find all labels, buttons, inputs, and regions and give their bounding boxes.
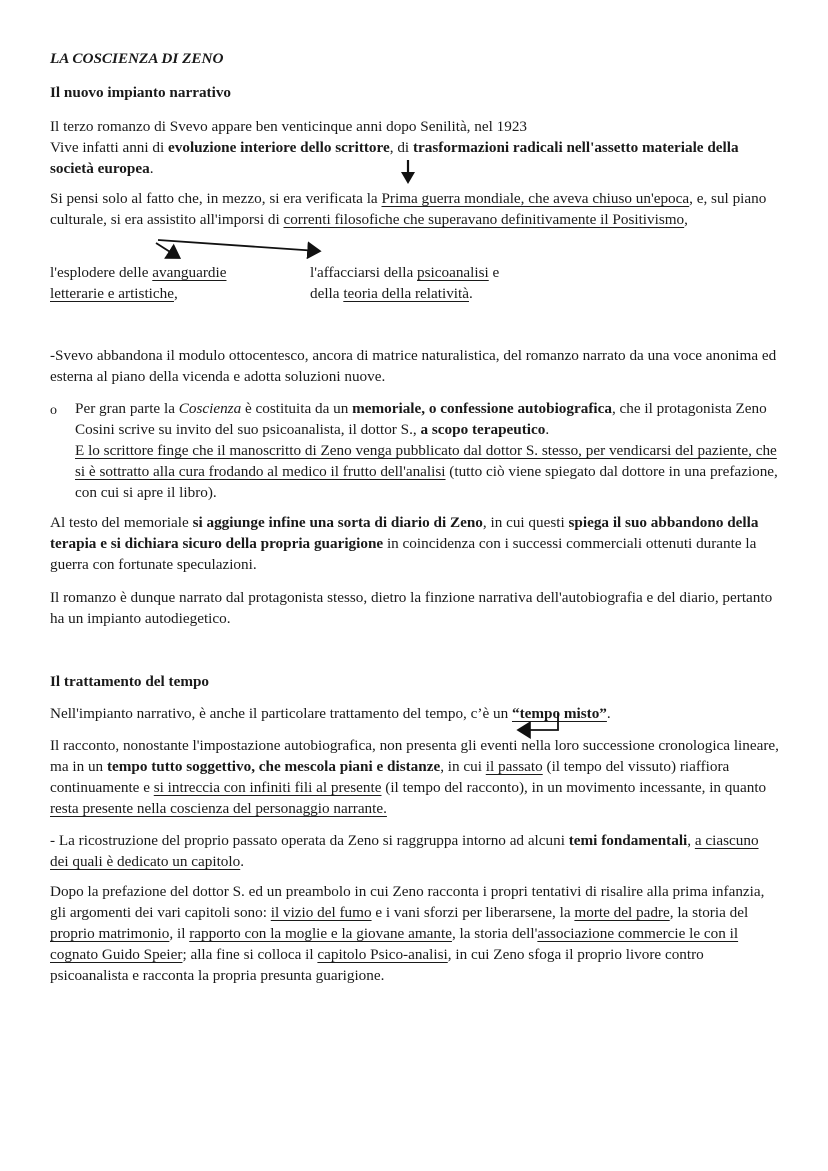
underlined-run: teoria della relatività: [343, 285, 469, 302]
text-run: Dopo la prefazione del dottor S. ed un preambolo in cui Zeno racconta i propri tentativi di risalire alla prima infanzia, gli argomenti dei vari capitoli sono:: [50, 883, 765, 921]
bold-run: a scopo terapeutico: [420, 421, 546, 438]
text-run: in coincidenza con i successi commerciali ottenuti durante la guerra con fortunate speculazioni.: [50, 535, 757, 573]
paragraph-modulo: -Svevo abbandona il modulo ottocentesco, ancora di matrice naturalistica, del romanzo narrato da una voce anonima ed esterna al piano della vicenda e adotta soluzioni nuove.: [50, 347, 777, 385]
underlined-bold-run: “tempo misto”: [511, 705, 607, 722]
underlined-run: E lo scrittore finge che il manoscritto di Zeno venga pubblicato dal dottor S. stesso, per vendicarsi del paziente, che si è sottratto alla cura frodando al medico il frutto dell'analisi: [75, 442, 777, 480]
underlined-run: il vizio del fumo: [270, 904, 372, 921]
text-run: Per gran parte la: [75, 400, 179, 417]
text-run: Nell'impianto narrativo, è anche il particolare trattamento del tempo, c’è un: [50, 705, 512, 722]
text-run: Vive infatti anni di: [50, 139, 169, 156]
underlined-run: resta presente nella coscienza del personaggio narrante.: [50, 800, 387, 817]
text-run: Il terzo romanzo di Svevo appare ben venticinque anni dopo Senilità, nel 1923: [50, 118, 528, 135]
text-run: e: [488, 264, 500, 281]
column-psicoanalisi: [310, 262, 610, 304]
text-run: ,: [687, 832, 695, 849]
underlined-run: letterarie e artistiche: [50, 285, 174, 302]
bold-run: temi fondamentali: [568, 832, 688, 849]
bold-run: trasformazioni radicali nell'assetto materiale della società europea: [50, 139, 739, 177]
paragraph-racconto: [50, 735, 780, 819]
bold-run: memoriale, o confessione autobiografica: [352, 400, 612, 417]
text-run: l'esplodere delle: [50, 264, 153, 281]
text-run: Il racconto, nonostante l'impostazione autobiografica, non presenta gli eventi nella loro successione cronologica lineare, ma in un: [50, 737, 779, 775]
section-heading-tempo: Il trattamento del tempo: [50, 673, 210, 690]
underlined-run: si intreccia con infiniti fili al presente: [153, 779, 382, 796]
bold-run: tempo tutto soggettivo, che mescola piani e distanze: [106, 758, 441, 775]
bold-run: si aggiunge infine una sorta di diario di Zeno: [192, 514, 483, 531]
underlined-run: proprio matrimonio: [50, 925, 170, 942]
underlined-run: psicoanalisi: [417, 264, 489, 281]
text-run: .: [545, 421, 550, 438]
text-run: della: [310, 285, 344, 302]
underlined-run: Prima guerra mondiale, che aveva chiuso un'epoca: [381, 190, 690, 207]
underlined-run: il passato: [485, 758, 543, 775]
text-run: , che il protagonista Zeno Cosini scrive su invito del suo psicoanalista, il dottor S.,: [75, 400, 767, 438]
text-run: , e, sul piano culturale, si era assistito all'imporsi di: [50, 190, 767, 228]
bold-run: evoluzione interiore dello scrittore: [168, 139, 390, 156]
paragraph-intro: [50, 116, 780, 179]
bullet-marker: o: [50, 403, 57, 418]
underlined-run: a ciascuno dei quali è dedicato un capitolo: [50, 832, 759, 870]
text-run: , la storia del: [669, 904, 749, 921]
text-run: , di: [389, 139, 413, 156]
text-run: l'affacciarsi della: [310, 264, 418, 281]
text-run: .: [606, 705, 611, 722]
column-avanguardie: [50, 262, 280, 304]
paragraph-temi: [50, 830, 780, 872]
text-run: , la storia dell': [451, 925, 538, 942]
text-run: Al testo del memoriale: [50, 514, 193, 531]
paragraph-diario: [50, 512, 780, 575]
text-run: (il tempo del vissuto) riaffiora continuamente e: [50, 758, 730, 796]
paragraph-context: [50, 188, 780, 230]
text-run: e i vani sforzi per liberarsene, la: [371, 904, 575, 921]
text-run: (il tempo del racconto), in un movimento incessante, in quanto: [381, 779, 767, 796]
paragraph-autodiegetico: Il romanzo è dunque narrato dal protagonista stesso, dietro la finzione narrativa dell'autobiografia e del diario, pertanto ha un impianto autodiegetico.: [50, 589, 773, 627]
text-run: .: [149, 160, 154, 177]
underlined-run: morte del padre: [574, 904, 670, 921]
text-run: , in cui questi: [482, 514, 569, 531]
paragraph-capitoli: [50, 881, 780, 986]
arrow-avanguardie-icon: [156, 243, 178, 257]
paragraph-tempo-misto: [50, 703, 780, 724]
text-run: ; alla fine si colloca il: [182, 946, 318, 963]
page-title: LA COSCIENZA DI ZENO: [50, 50, 224, 67]
text-run: - La ricostruzione del proprio passato operata da Zeno si raggruppa intorno ad alcuni: [50, 832, 569, 849]
text-run: , in cui Zeno sfoga il proprio livore contro psicoanalista e racconta la propria presunta guarigione.: [50, 946, 704, 984]
text-run: è costituita da un: [241, 400, 353, 417]
underlined-run: capitolo Psico-analisi: [317, 946, 448, 963]
text-run: , in cui: [440, 758, 486, 775]
text-run: ,: [173, 285, 178, 302]
text-run: , il: [169, 925, 190, 942]
section-heading-impianto: Il nuovo impianto narrativo: [50, 84, 232, 101]
italic-run: Coscienza: [178, 400, 242, 417]
underlined-run: rapporto con la moglie e la giovane amante: [189, 925, 452, 942]
underlined-run: associazione commercie le con il cognato Guido Speier: [50, 925, 739, 963]
text-run: ,: [684, 211, 688, 228]
bold-run: spiega il suo abbandono della terapia e si dichiara sicuro della propria guarigione: [50, 514, 759, 552]
text-run: Si pensi solo al fatto che, in mezzo, si era verificata la: [50, 190, 382, 207]
text-run: .: [240, 853, 244, 870]
bullet-memoriale: [75, 398, 785, 503]
text-run: .: [468, 285, 473, 302]
underlined-run: correnti filosofiche che superavano definitivamente il Positivismo: [283, 211, 685, 228]
text-run: (tutto ciò viene spiegato dal dottore in una prefazione, con cui si apre il libro).: [75, 463, 778, 501]
underlined-run: avanguardie: [152, 264, 227, 281]
arrow-psicoanalisi-icon: [158, 240, 318, 251]
